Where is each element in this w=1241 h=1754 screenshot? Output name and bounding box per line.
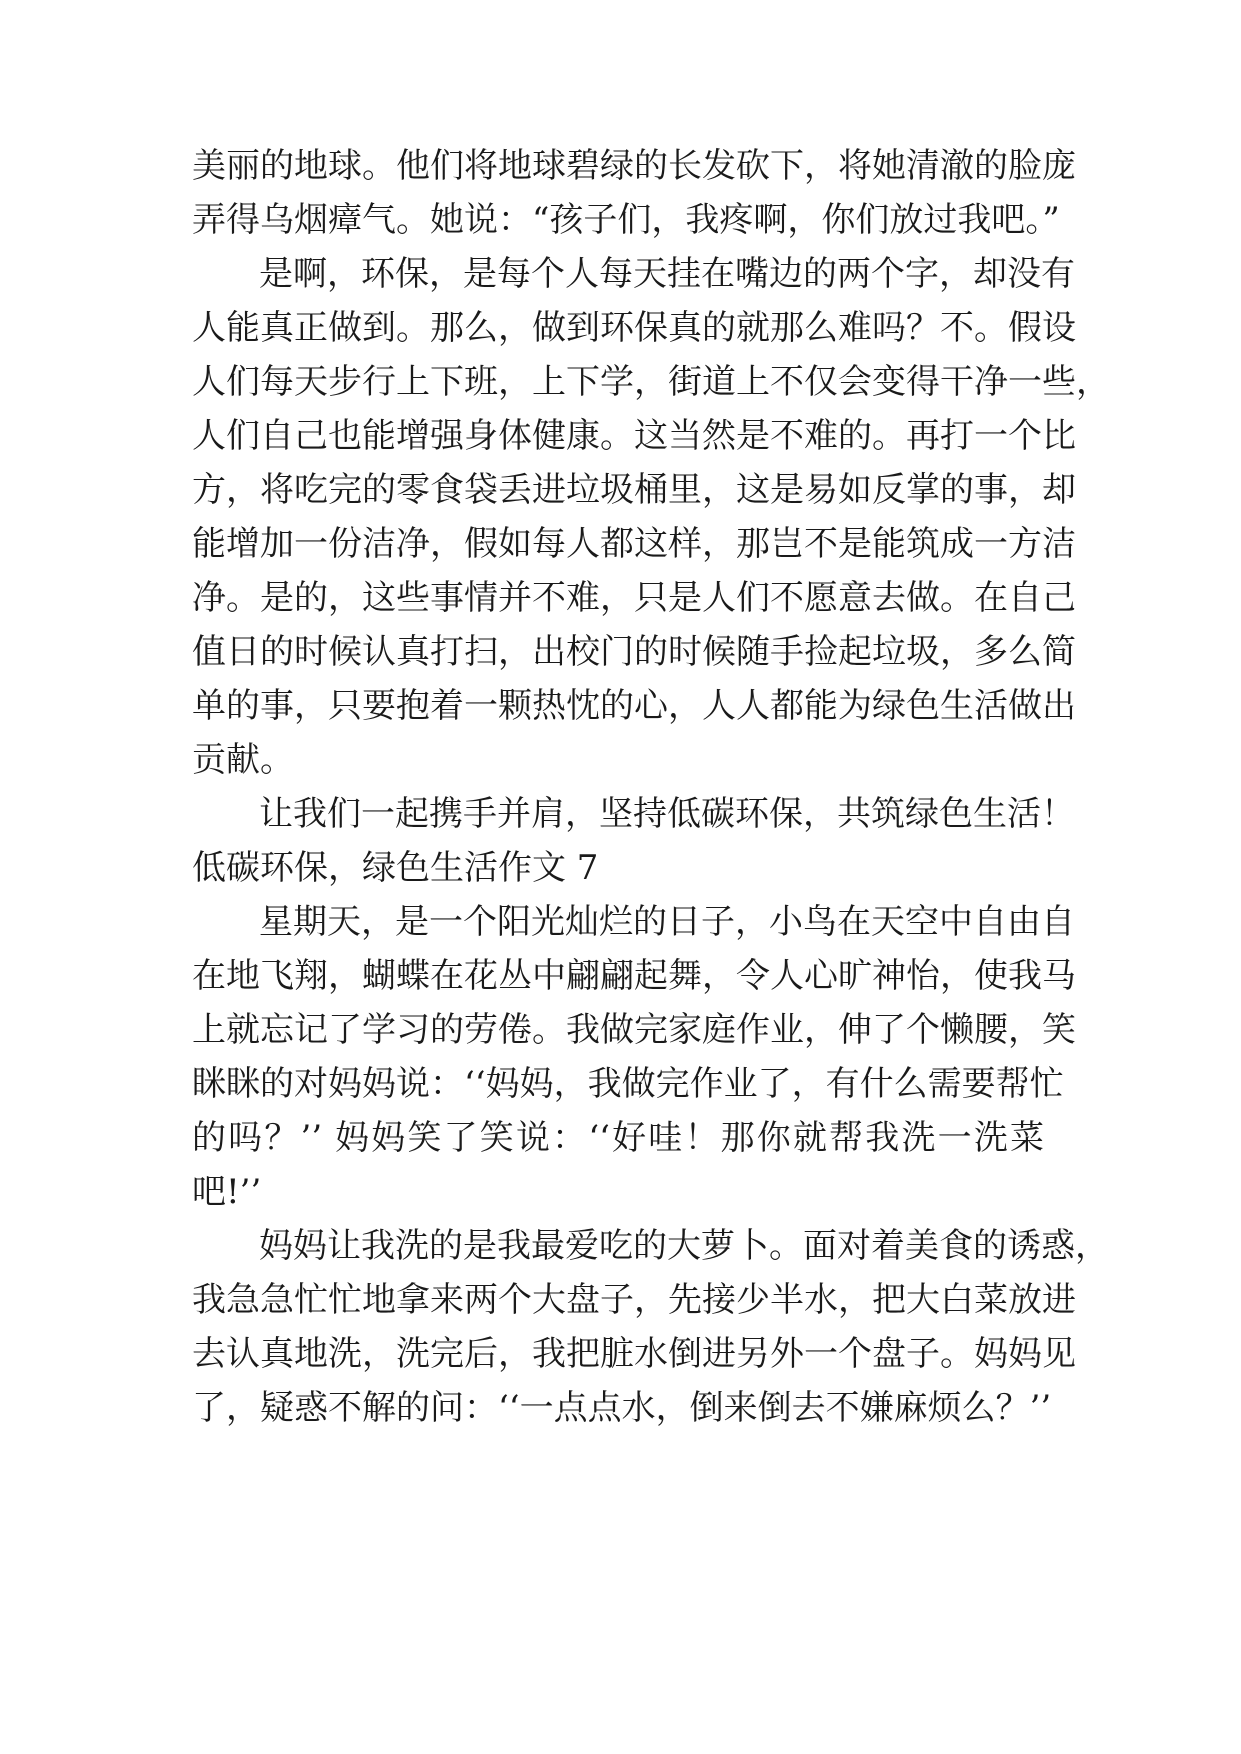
text-line: 去认真地洗，洗完后，我把脏水倒进另外一个盘子。妈妈见 [192,1334,1076,1374]
text-line: 单的事，只要抱着一颗热忱的心，人人都能为绿色生活做出 [192,686,1076,726]
text-line: 人们每天步行上下班，上下学，街道上不仅会变得干净一些， [192,362,1110,402]
text-line: 能增加一份洁净，假如每人都这样，那岂不是能筑成一方洁 [192,524,1076,564]
text-line: 美丽的地球。他们将地球碧绿的长发砍下，将她清澈的脸庞 [192,146,1076,186]
text-line: 人能真正做到。那么，做到环保真的就那么难吗？不。假设 [192,308,1076,348]
text-line: 净。是的，这些事情并不难，只是人们不愿意去做。在自己 [192,578,1076,618]
text-line: 我急急忙忙地拿来两个大盘子，先接少半水，把大白菜放进 [192,1280,1076,1320]
text-line: 的吗？’’ 妈妈笑了笑说：‘‘好哇！那你就帮我洗一洗菜 [192,1118,1044,1158]
text-line: 上就忘记了学习的劳倦。我做完家庭作业，伸了个懒腰，笑 [192,1010,1076,1050]
text-line: 在地飞翔，蝴蝶在花丛中翩翩起舞，令人心旷神怡，使我马 [192,956,1076,996]
text-line: 方，将吃完的零食袋丢进垃圾桶里，这是易如反掌的事，却 [192,470,1076,510]
text-line: 人们自己也能增强身体健康。这当然是不难的。再打一个比 [192,416,1076,456]
text-line: 弄得乌烟瘴气。她说：“孩子们，我疼啊，你们放过我吧。” [192,200,1060,240]
text-line: 值日的时候认真打扫，出校门的时候随手捡起垃圾，多么简 [192,632,1076,672]
text-line: 让我们一起携手并肩，坚持低碳环保，共筑绿色生活！ [259,794,1075,834]
text-line: 贡献。 [192,740,294,780]
text-line: 了，疑惑不解的问：‘‘一点点水，倒来倒去不嫌麻烦么？’’ [192,1388,1052,1428]
text-line: 是啊，环保，是每个人每天挂在嘴边的两个字，却没有 [259,254,1075,294]
text-line: 吧!’’ [192,1172,262,1212]
section-heading: 低碳环保，绿色生活作文 7 [192,848,599,888]
text-line: 星期天，是一个阳光灿烂的日子，小鸟在天空中自由自 [259,902,1075,942]
text-line: 眯眯的对妈妈说：‘‘妈妈，我做完作业了，有什么需要帮忙 [192,1064,1064,1104]
text-line: 妈妈让我洗的是我最爱吃的大萝卜。面对着美食的诱惑， [259,1226,1109,1266]
